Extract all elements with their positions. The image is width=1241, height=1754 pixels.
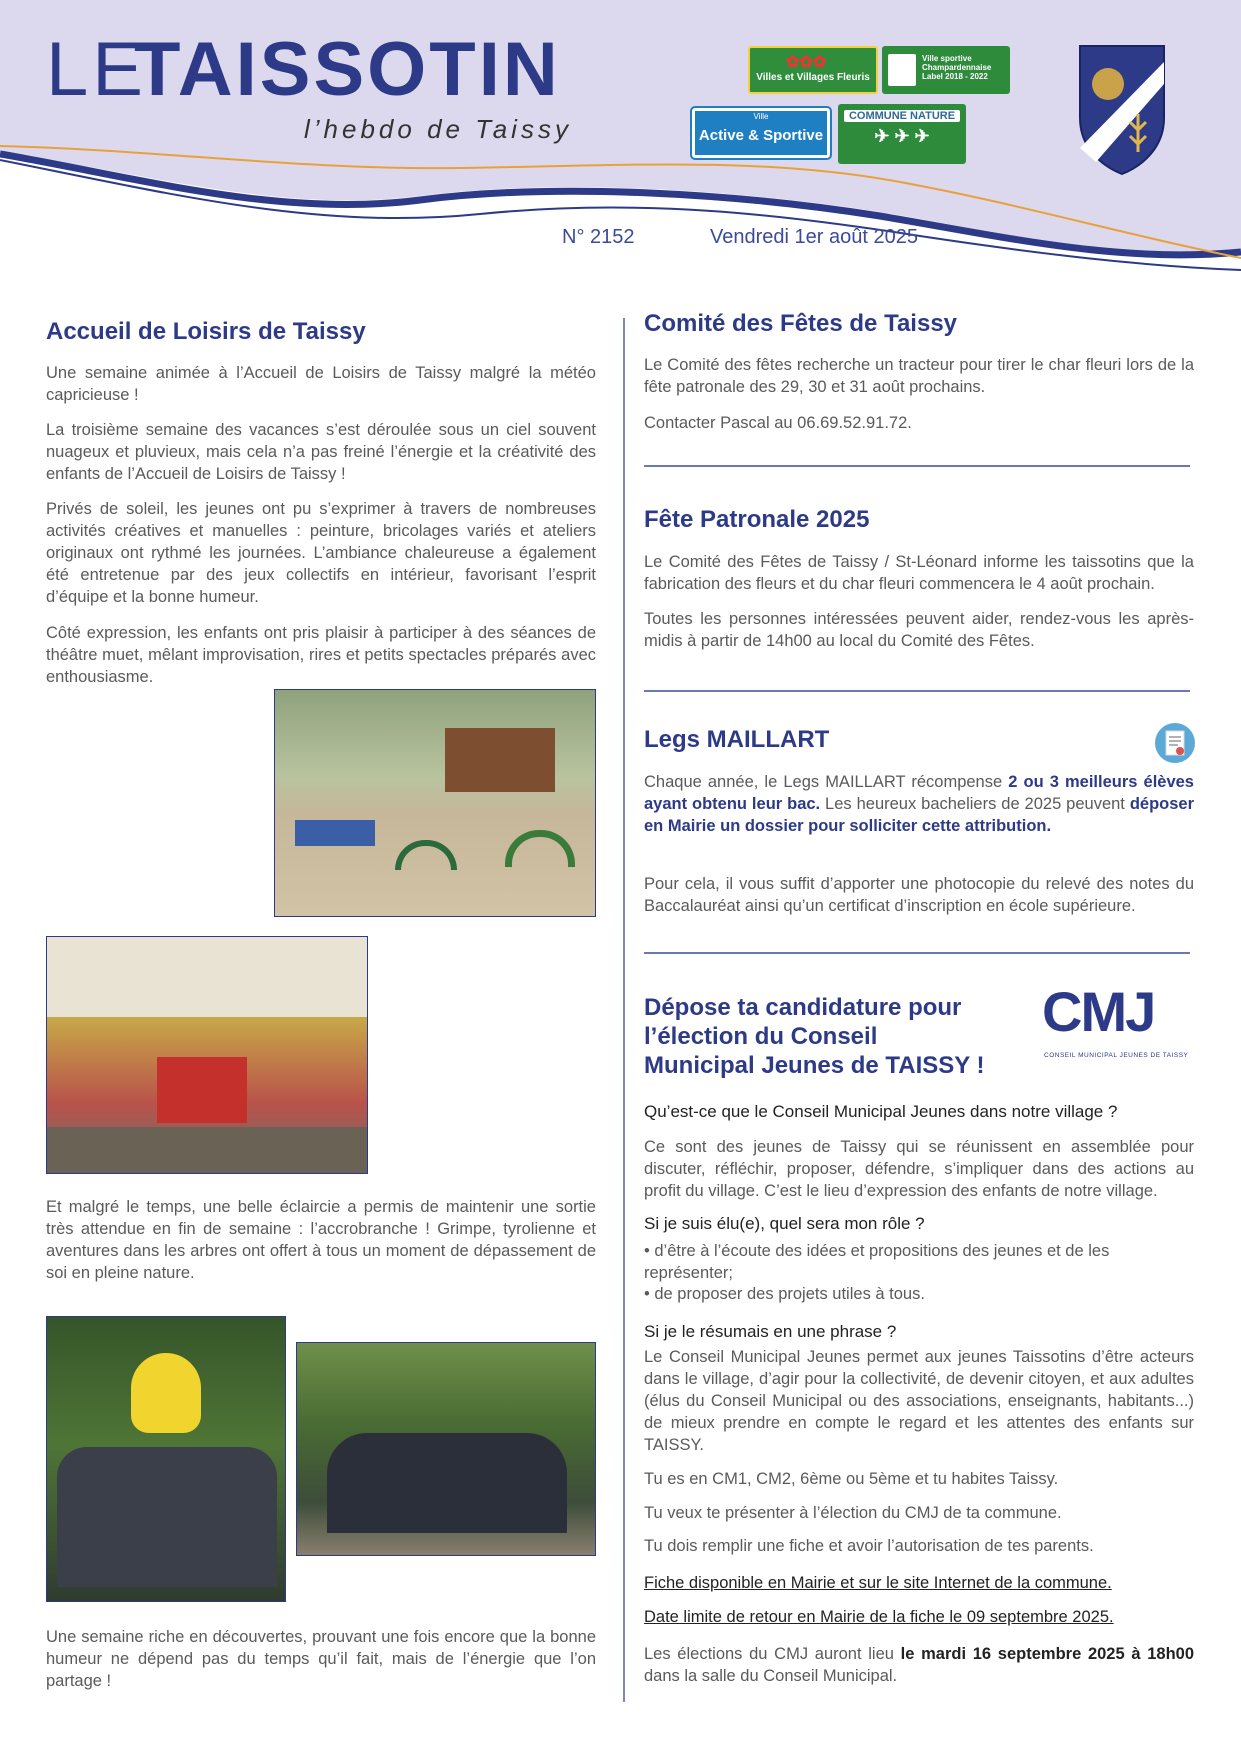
- theatre-photo: [46, 936, 368, 1174]
- logo-title: TAISSOTIN: [134, 27, 561, 112]
- gym-activity-photo: [274, 689, 596, 917]
- cmj-q2: Si je suis élu(e), quel sera mon rôle ?: [644, 1214, 925, 1233]
- commune-nature-label: COMMUNE NATURE: [844, 110, 960, 122]
- dragonfly-icon: ✈ ✈ ✈: [874, 126, 930, 146]
- ville-sportive-line3: Label 2018 - 2022: [922, 72, 988, 81]
- accueil-title: Accueil de Loisirs de Taissy: [46, 318, 366, 345]
- legs-p2: Pour cela, il vous suffit d’apporter une photocopie du relevé des notes du Baccalauréat ainsi qu’un certificat d’inscription en école supérieure.: [644, 875, 1194, 915]
- accueil-p4: Côté expression, les enfants ont pris plaisir à participer à des séances de théâtre muet, mêlant improvisation, rires et petits spectacles préparés avec enthousiasme.: [46, 624, 596, 686]
- fete-p2: Toutes les personnes intéressées peuvent aider, rendez-vous les après-midis à partir de 14h00 au local du Comité des Fêtes.: [644, 610, 1194, 650]
- cmj-deadline: Date limite de retour en Mairie de la fiche le 09 septembre 2025.: [644, 1608, 1114, 1626]
- cmj-title: Dépose ta candidature pour l’élection du Conseil Municipal Jeunes de TAISSY !: [644, 994, 985, 1079]
- pikachu-group-photo: [46, 1316, 286, 1602]
- cmj-line2: Tu veux te présenter à l’élection du CMJ de ta commune.: [644, 1504, 1062, 1522]
- cmj-logo: CMJ: [1042, 980, 1155, 1043]
- active-sportive-small: Ville: [753, 112, 769, 121]
- accueil-p3: Privés de soleil, les jeunes ont pu s’exprimer à travers de nombreuses activités créatives et manuelles : peinture, bricolages variés et ateliers originaux ont rythmé les journées. L’ambiance chaleureuse a également été entretenue par des jeux collectifs en intérieur, favorisant l’esprit d’équipe et la bonne humeur.: [46, 500, 596, 606]
- section-separator: [644, 690, 1190, 692]
- cmj-line3: Tu dois remplir une fiche et avoir l’autorisation de tes parents.: [644, 1537, 1094, 1555]
- legs-title: Legs MAILLART: [644, 726, 830, 753]
- fete-title: Fête Patronale 2025: [644, 506, 870, 533]
- section-separator: [644, 465, 1190, 467]
- sport-emblem-icon: [888, 54, 916, 86]
- comite-p1: Le Comité des fêtes recherche un tracteur pour tirer le char fleuri lors de la fête patronale des 29, 30 et 31 août prochains.: [644, 356, 1194, 396]
- comite-title: Comité des Fêtes de Taissy: [644, 310, 958, 337]
- active-sportive-badge: [692, 108, 830, 158]
- town-crest-icon: [1078, 44, 1166, 176]
- column-divider: [623, 318, 625, 1702]
- active-sportive-label: Active & Sportive: [698, 127, 824, 144]
- cmj-logo-subtitle: CONSEIL MUNICIPAL JEUNES DE TAISSY: [1044, 1052, 1189, 1059]
- cmj-a3: Le Conseil Municipal Jeunes permet aux jeunes Taissotins d’être acteurs dans le village, d’agir pour la collectivité, de devenir citoyen, et aux adultes (élus du Conseil Municipal ou des associations, enseignants, habitants...) de mieux prendre en compte le regard et les attentes des enfants sur TAISSY.: [644, 1348, 1194, 1454]
- ville-sportive-line2: Champardennaise: [922, 63, 992, 72]
- comite-p2: Contacter Pascal au 06.69.52.91.72.: [644, 414, 912, 432]
- issue-number: N° 2152: [562, 226, 635, 248]
- accueil-p1: Une semaine animée à l’Accueil de Loisirs de Taissy malgré la météo capricieuse !: [46, 364, 596, 404]
- accueil-p6: Une semaine riche en découvertes, prouvant une fois encore que la bonne humeur ne dépend pas du temps qu’il fait, mais de l’énergie que l’on partage !: [46, 1628, 596, 1690]
- accueil-p5: Et malgré le temps, une belle éclaircie a permis de maintenir une sortie très attendue en fin de semaine : l’accrobranche ! Grimpe, tyrolienne et aventures dans les arbres ont offert à tous un moment de dépassement de soi en pleine nature.: [46, 1198, 596, 1282]
- commune-nature-badge: [838, 104, 966, 164]
- cmj-line1: Tu es en CM1, CM2, 6ème ou 5ème et tu habites Taissy.: [644, 1470, 1059, 1488]
- cmj-q3: Si je le résumais en une phrase ?: [644, 1322, 897, 1341]
- logo-prefix: LE: [46, 27, 147, 112]
- cmj-a1: Ce sont des jeunes de Taissy qui se réunissent en assemblée pour discuter, réfléchir, proposer, défendre, s’impliquer dans des actions au profit du village. C’est le lieu d’expression des enfants de notre village.: [644, 1138, 1194, 1200]
- document-icon: [1154, 722, 1196, 764]
- logo-subtitle: l’hebdo de Taissy: [304, 114, 572, 144]
- villes-fleuris-label: Villes et Villages Fleuris: [756, 72, 870, 83]
- cmj-fiche-link[interactable]: Fiche disponible en Mairie et sur le site Internet de la commune.: [644, 1574, 1112, 1592]
- cmj-election-date: Les élections du CMJ auront lieu le mardi 16 septembre 2025 à 18h00 dans la salle du Conseil Municipal.: [644, 1645, 1195, 1685]
- ville-sportive-line1: Ville sportive: [922, 54, 972, 63]
- cmj-a2-1: • d’être à l’écoute des idées et propositions des jeunes et de les représenter;: [644, 1242, 1110, 1282]
- villes-fleuris-badge: [748, 46, 878, 94]
- legs-p1: Chaque année, le Legs MAILLART récompense 2 ou 3 meilleurs élèves ayant obtenu leur bac. Les heureux bacheliers de 2025 peuvent déposer en Mairie un dossier pour solliciter cette attribution.: [644, 773, 1194, 835]
- accueil-p2: La troisième semaine des vacances s’est déroulée sous un ciel souvent nuageux et pluvieux, mais cela n’a pas freiné l’énergie et la créativité des enfants de l’Accueil de Loisirs de Taissy !: [46, 421, 596, 483]
- cmj-a2-2: • de proposer des projets utiles à tous.: [644, 1285, 925, 1303]
- ville-sportive-badge: [882, 46, 1010, 94]
- fete-p1: Le Comité des Fêtes de Taissy / St-Léonard informe les taissotins que la fabrication des fleurs et du char fleuri commencera le 4 août prochain.: [644, 553, 1194, 593]
- cmj-q1: Qu’est-ce que le Conseil Municipal Jeunes dans notre village ?: [644, 1102, 1118, 1121]
- section-separator: [644, 952, 1190, 954]
- issue-date: Vendredi 1er août 2025: [710, 226, 918, 248]
- accrobranche-photo: [296, 1342, 596, 1556]
- flowers-icon: ✿✿✿: [786, 54, 827, 71]
